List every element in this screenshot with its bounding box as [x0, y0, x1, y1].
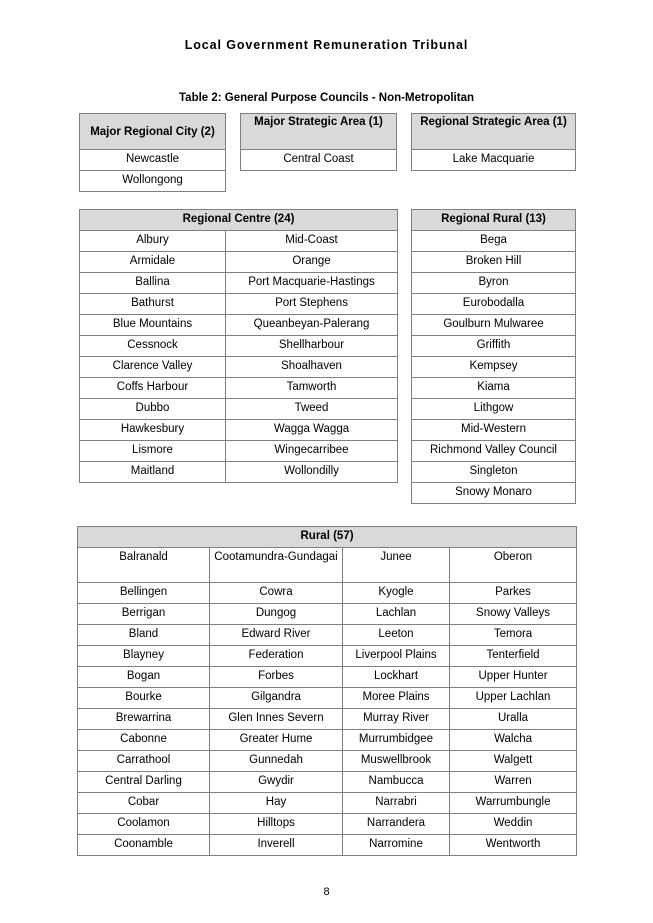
- table-cell: Bourke: [78, 688, 210, 709]
- table-cell: Central Darling: [78, 772, 210, 793]
- table-cell: Hilltops: [210, 814, 343, 835]
- table-cell: Muswellbrook: [343, 751, 450, 772]
- table-cell: Wollondilly: [226, 462, 398, 483]
- table-row: [78, 730, 577, 751]
- table-row: [412, 231, 576, 252]
- page-number: 8: [323, 886, 330, 898]
- table-row: [78, 583, 577, 604]
- table-cell: Narrandera: [343, 814, 450, 835]
- table-row: [80, 252, 398, 273]
- table-cell: Mid-Coast: [226, 231, 398, 252]
- table-cell: Central Coast: [241, 150, 397, 171]
- table-row: [78, 793, 577, 814]
- table-row: [78, 548, 577, 583]
- table-cell: Temora: [450, 625, 577, 646]
- table-row: [412, 273, 576, 294]
- table-row: [80, 399, 398, 420]
- table-cell: Bland: [78, 625, 210, 646]
- table-row: [78, 751, 577, 772]
- table-row: [78, 625, 577, 646]
- table-cell: Tweed: [226, 399, 398, 420]
- table-cell: Narromine: [343, 835, 450, 856]
- table-row: [412, 336, 576, 357]
- regional-centre-rows: [80, 231, 398, 483]
- table-cell: Cessnock: [80, 336, 226, 357]
- table-cell: Snowy Monaro: [412, 483, 576, 504]
- table-cell: Orange: [226, 252, 398, 273]
- table-cell: Cabonne: [78, 730, 210, 751]
- rural-heading: Rural (57): [78, 527, 577, 548]
- major-regional-city-rows: [80, 150, 226, 192]
- table-cell: Leeton: [343, 625, 450, 646]
- major-strategic-area-heading: Major Strategic Area (1): [241, 114, 397, 150]
- table-cell: Walcha: [450, 730, 577, 751]
- table-row: [412, 378, 576, 399]
- table-row: [412, 357, 576, 378]
- table-cell: Coffs Harbour: [80, 378, 226, 399]
- regional-centre-heading: Regional Centre (24): [80, 210, 398, 231]
- table-cell: Warrumbungle: [450, 793, 577, 814]
- table-row: [412, 441, 576, 462]
- table-cell: Mid-Western: [412, 420, 576, 441]
- table-cell: Edward River: [210, 625, 343, 646]
- table-cell: Bathurst: [80, 294, 226, 315]
- table-cell: Hay: [210, 793, 343, 814]
- table-cell: Port Macquarie-Hastings: [226, 273, 398, 294]
- table-cell: Richmond Valley Council: [412, 441, 576, 462]
- table-cell: Gunnedah: [210, 751, 343, 772]
- table-cell: Cootamundra-Gundagai: [210, 548, 343, 583]
- table-cell: Goulburn Mulwaree: [412, 315, 576, 336]
- regional-rural-rows: [412, 231, 576, 504]
- table-row: [78, 814, 577, 835]
- table-cell: Carrathool: [78, 751, 210, 772]
- table-row: [412, 483, 576, 504]
- table-row: [412, 252, 576, 273]
- table-row: [80, 231, 398, 252]
- table-cell: Dungog: [210, 604, 343, 625]
- table-cell: Coonamble: [78, 835, 210, 856]
- table-cell: Singleton: [412, 462, 576, 483]
- table-cell: Berrigan: [78, 604, 210, 625]
- table-cell: Moree Plains: [343, 688, 450, 709]
- table-row: [412, 150, 576, 171]
- table-cell: Kempsey: [412, 357, 576, 378]
- table-cell: Brewarrina: [78, 709, 210, 730]
- table-row: [78, 646, 577, 667]
- rural-table: [77, 526, 577, 856]
- table-cell: Bellingen: [78, 583, 210, 604]
- table-row: [80, 171, 226, 192]
- regional-strategic-area-heading: Regional Strategic Area (1): [412, 114, 576, 150]
- table-row: [78, 772, 577, 793]
- table-cell: Snowy Valleys: [450, 604, 577, 625]
- table-row: [412, 462, 576, 483]
- table-row: [412, 399, 576, 420]
- table-cell: Kyogle: [343, 583, 450, 604]
- table-cell: Shellharbour: [226, 336, 398, 357]
- table-cell: Byron: [412, 273, 576, 294]
- table-row: [80, 462, 398, 483]
- table-cell: Armidale: [80, 252, 226, 273]
- regional-strategic-area-table: [411, 113, 576, 171]
- table-cell: Uralla: [450, 709, 577, 730]
- table-row: [78, 835, 577, 856]
- table-row: [80, 420, 398, 441]
- table-cell: Nambucca: [343, 772, 450, 793]
- table-row: [78, 709, 577, 730]
- table-cell: Hawkesbury: [80, 420, 226, 441]
- table-row: [80, 357, 398, 378]
- table-cell: Warren: [450, 772, 577, 793]
- table-cell: Griffith: [412, 336, 576, 357]
- table-row: [412, 294, 576, 315]
- table-cell: Maitland: [80, 462, 226, 483]
- table-cell: Blue Mountains: [80, 315, 226, 336]
- table-row: [80, 315, 398, 336]
- table-cell: Upper Lachlan: [450, 688, 577, 709]
- table-cell: Narrabri: [343, 793, 450, 814]
- table-cell: Junee: [343, 548, 450, 583]
- table-cell: Federation: [210, 646, 343, 667]
- table-cell: Lachlan: [343, 604, 450, 625]
- table-cell: Glen Innes Severn: [210, 709, 343, 730]
- table-cell: Walgett: [450, 751, 577, 772]
- regional-centre-table: [79, 209, 398, 483]
- table-row: [78, 604, 577, 625]
- table-cell: Wingecarribee: [226, 441, 398, 462]
- table-cell: Forbes: [210, 667, 343, 688]
- table-cell: Bogan: [78, 667, 210, 688]
- table-cell: Clarence Valley: [80, 357, 226, 378]
- table-cell: Wentworth: [450, 835, 577, 856]
- regional-strategic-area-rows: [412, 150, 576, 171]
- table-cell: Blayney: [78, 646, 210, 667]
- table-cell: Broken Hill: [412, 252, 576, 273]
- table-cell: Gwydir: [210, 772, 343, 793]
- table-row: [80, 150, 226, 171]
- table-cell: Wagga Wagga: [226, 420, 398, 441]
- table-row: [412, 315, 576, 336]
- table-row: [412, 420, 576, 441]
- table-cell: Dubbo: [80, 399, 226, 420]
- table-row: [80, 336, 398, 357]
- table-cell: Lismore: [80, 441, 226, 462]
- rural-rows: [78, 548, 577, 856]
- table-cell: Newcastle: [80, 150, 226, 171]
- major-regional-city-table: [79, 113, 226, 192]
- table-cell: Lake Macquarie: [412, 150, 576, 171]
- table-row: [78, 667, 577, 688]
- major-strategic-area-rows: [241, 150, 397, 171]
- table-cell: Bega: [412, 231, 576, 252]
- table-cell: Parkes: [450, 583, 577, 604]
- major-regional-city-heading: Major Regional City (2): [80, 114, 226, 150]
- table-cell: Balranald: [78, 548, 210, 583]
- regional-rural-table: [411, 209, 576, 504]
- table-cell: Inverell: [210, 835, 343, 856]
- table-cell: Eurobodalla: [412, 294, 576, 315]
- table-cell: Coolamon: [78, 814, 210, 835]
- table-cell: Gilgandra: [210, 688, 343, 709]
- table-cell: Oberon: [450, 548, 577, 583]
- table-cell: Kiama: [412, 378, 576, 399]
- table-row: [80, 294, 398, 315]
- table-cell: Cobar: [78, 793, 210, 814]
- table-cell: Queanbeyan-Palerang: [226, 315, 398, 336]
- table-cell: Weddin: [450, 814, 577, 835]
- table-cell: Wollongong: [80, 171, 226, 192]
- table-cell: Murray River: [343, 709, 450, 730]
- table-row: [78, 688, 577, 709]
- table-cell: Shoalhaven: [226, 357, 398, 378]
- table-cell: Port Stephens: [226, 294, 398, 315]
- major-strategic-area-table: [240, 113, 397, 171]
- table-cell: Liverpool Plains: [343, 646, 450, 667]
- table-cell: Ballina: [80, 273, 226, 294]
- table-cell: Cowra: [210, 583, 343, 604]
- table-cell: Murrumbidgee: [343, 730, 450, 751]
- table-row: [80, 378, 398, 399]
- table-cell: Lockhart: [343, 667, 450, 688]
- table-cell: Tamworth: [226, 378, 398, 399]
- table-cell: Tenterfield: [450, 646, 577, 667]
- table-cell: Upper Hunter: [450, 667, 577, 688]
- table-row: [80, 273, 398, 294]
- table-row: [80, 441, 398, 462]
- table-row: [241, 150, 397, 171]
- table-title: Table 2: General Purpose Councils - Non-Metropolitan: [179, 92, 474, 104]
- document-header: Local Government Remuneration Tribunal: [184, 38, 469, 52]
- regional-rural-heading: Regional Rural (13): [412, 210, 576, 231]
- table-cell: Greater Hume: [210, 730, 343, 751]
- table-cell: Lithgow: [412, 399, 576, 420]
- table-cell: Albury: [80, 231, 226, 252]
